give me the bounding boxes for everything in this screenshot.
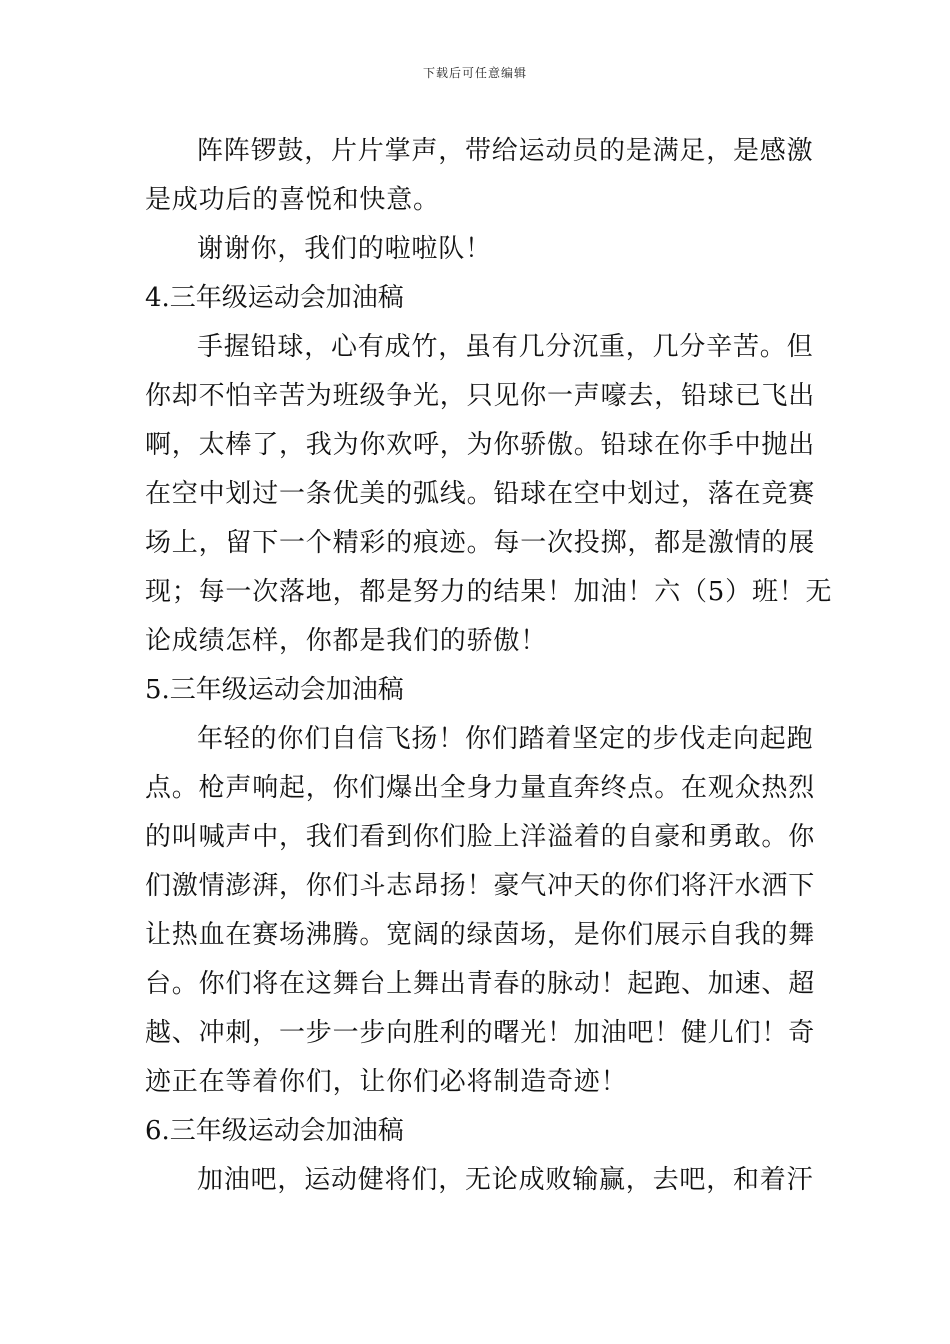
paragraph-line: 你却不怕辛苦为班级争光，只见你一声嚎去，铅球已飞出 bbox=[145, 381, 816, 411]
paragraph-line: 加油吧，运动健将们，无论成败输赢，去吧，和着汗 bbox=[197, 1165, 814, 1195]
paragraph-line: 迹正在等着你们，让你们必将制造奇迹！ bbox=[145, 1067, 628, 1097]
paragraph-line: 年轻的你们自信飞扬！你们踏着坚定的步伐走向起跑 bbox=[197, 724, 814, 754]
paragraph-line: 点。枪声响起，你们爆出全身力量直奔终点。在观众热烈 bbox=[145, 773, 816, 803]
document-body bbox=[145, 127, 833, 1205]
paragraph-line: 是成功后的喜悦和快意。 bbox=[145, 185, 440, 215]
paragraph-line: 台。你们将在这舞台上舞出青春的脉动！起跑、加速、超 bbox=[145, 969, 816, 999]
section-heading: 5.三年级运动会加油稿 bbox=[145, 675, 404, 705]
section-heading: 4.三年级运动会加油稿 bbox=[145, 283, 404, 313]
paragraph-line: 越、冲刺，一步一步向胜利的曙光！加油吧！健儿们！奇 bbox=[145, 1018, 816, 1048]
paragraph-line: 场上，留下一个精彩的痕迹。每一次投掷，都是激情的展 bbox=[145, 528, 816, 558]
paragraph-line: 让热血在赛场沸腾。宽阔的绿茵场，是你们展示自我的舞 bbox=[145, 920, 816, 950]
paragraph-line: 阵阵锣鼓，片片掌声，带给运动员的是满足，是感激 bbox=[197, 136, 814, 166]
paragraph-line: 啊，太棒了，我为你欢呼，为你骄傲。铅球在你手中抛出 bbox=[145, 430, 816, 460]
page-header: 下载后可任意编辑 bbox=[422, 66, 527, 80]
paragraph-line: 现；每一次落地，都是努力的结果！加油！六（5）班！无 bbox=[145, 577, 833, 607]
paragraph-line: 们激情澎湃，你们斗志昂扬！豪气冲天的你们将汗水洒下 bbox=[145, 871, 816, 901]
paragraph-line: 的叫喊声中，我们看到你们脸上洋溢着的自豪和勇敢。你 bbox=[145, 822, 816, 852]
section-heading: 6.三年级运动会加油稿 bbox=[145, 1116, 404, 1146]
paragraph-line: 在空中划过一条优美的弧线。铅球在空中划过，落在竞赛 bbox=[145, 479, 816, 509]
paragraph-line: 手握铅球，心有成竹，虽有几分沉重，几分辛苦。但 bbox=[197, 332, 814, 362]
paragraph-line: 论成绩怎样，你都是我们的骄傲！ bbox=[145, 626, 548, 656]
paragraph-line: 谢谢你，我们的啦啦队！ bbox=[197, 234, 492, 264]
